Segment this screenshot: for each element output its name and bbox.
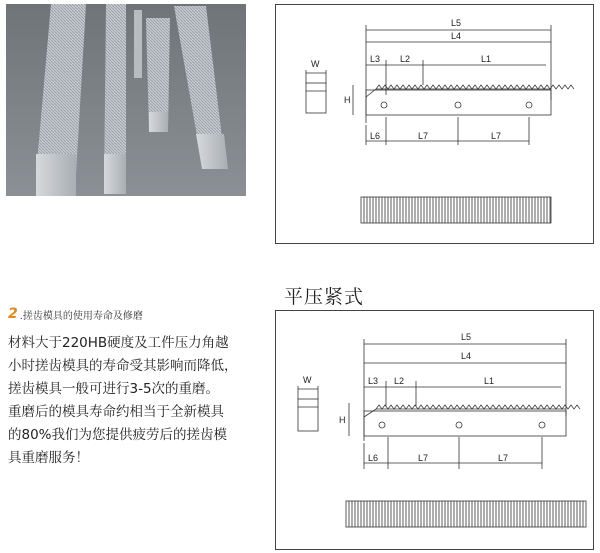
- section-paragraph: [8, 332, 270, 470]
- paragraph-line: 材料大于220HB硬度及工件压力角越: [8, 335, 229, 351]
- page-title: 平压紧式: [284, 286, 365, 308]
- section-marker: 2: [8, 306, 18, 322]
- paragraph-line: 重磨后的模具寿命约相当于全新模具: [8, 404, 224, 420]
- paragraph-line: 的80%我们为您提供疲劳后的搓齿模: [8, 427, 228, 443]
- label-l6: L6: [370, 131, 381, 141]
- label-l5-2: L5: [461, 332, 472, 342]
- die-dimension-diagram: [276, 5, 593, 243]
- label-l4: L4: [451, 31, 462, 41]
- label-l2-2: L2: [394, 376, 405, 386]
- label-l2: L2: [400, 54, 411, 64]
- die-dimension-diagram-2: [276, 311, 593, 549]
- product-photo: [6, 4, 246, 196]
- section-heading-text: .搓齿模具的使用寿命及修磨: [19, 310, 143, 322]
- label-h: H: [344, 95, 351, 105]
- label-w: W: [311, 59, 320, 69]
- label-l6-2: L6: [368, 453, 379, 463]
- label-l3-2: L3: [368, 376, 379, 386]
- technical-drawing-bottom: [275, 310, 594, 550]
- paragraph-line: 小时搓齿模具的寿命受其影响而降低，: [8, 358, 238, 374]
- label-l3: L3: [370, 54, 381, 64]
- label-l7b-2: L7: [498, 453, 509, 463]
- label-l4-2: L4: [461, 351, 472, 361]
- label-w-2: W: [303, 375, 312, 385]
- label-l7b: L7: [491, 131, 502, 141]
- section-heading: [8, 306, 143, 322]
- die-face-strip: [361, 197, 551, 223]
- label-l1: L1: [481, 54, 492, 64]
- label-l1-2: L1: [484, 376, 495, 386]
- label-l7a: L7: [418, 131, 429, 141]
- paragraph-line: 具重磨服务！: [8, 450, 89, 466]
- label-h-2: H: [339, 415, 346, 425]
- paragraph-line: 搓齿模具一般可进行3-5次的重磨。: [8, 381, 220, 397]
- label-l5: L5: [451, 18, 462, 28]
- die-bars-image: [6, 4, 246, 196]
- technical-drawing-top: [275, 4, 594, 244]
- label-l7a-2: L7: [418, 453, 429, 463]
